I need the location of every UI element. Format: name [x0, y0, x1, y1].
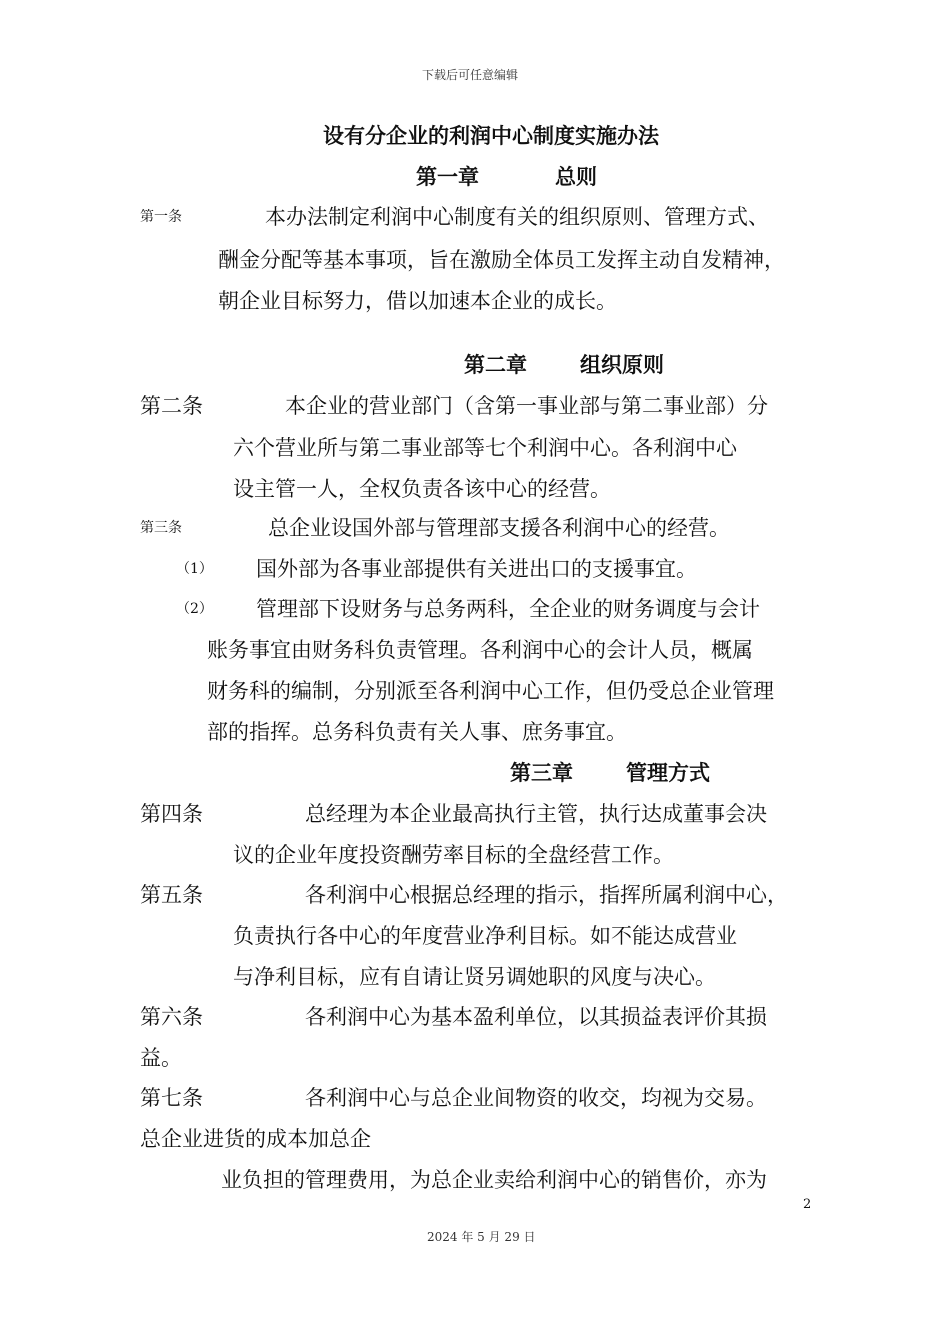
article-5-label: 第五条: [140, 883, 203, 907]
article-3-item-2-line-4: 部的指挥。总务科负责有关人事、庶务事宜。: [207, 720, 627, 744]
article-6-label: 第六条: [140, 1005, 203, 1029]
article-3-item-1-line-1: 国外部为各事业部提供有关进出口的支援事宜。: [256, 557, 697, 581]
article-2-line-2: 六个营业所与第二事业部等七个利润中心。各利润中心: [233, 436, 737, 460]
article-3-item-1-number: （1）: [176, 561, 213, 577]
article-6-line-1: 各利润中心为基本盈利单位，以其损益表评价其损: [305, 1005, 767, 1029]
document-title: 设有分企业的利润中心制度实施办法: [323, 124, 659, 148]
article-4-label: 第四条: [140, 802, 203, 826]
chapter-1-name: 总则: [555, 165, 597, 189]
article-5-line-3: 与净利目标，应有自请让贤另调她职的风度与决心。: [233, 965, 716, 989]
article-5-line-1: 各利润中心根据总经理的指示，指挥所属利润中心，: [305, 883, 788, 907]
article-7-line-1: 各利润中心与总企业间物资的收交，均视为交易。: [305, 1086, 767, 1110]
article-3-line: 总企业设国外部与管理部支援各利润中心的经营。: [268, 516, 730, 540]
article-6-line-2: 益。: [140, 1046, 182, 1070]
article-2-line-1: 本企业的营业部门（含第一事业部与第二事业部）分: [285, 394, 768, 418]
article-2-line-3: 设主管一人，全权负责各该中心的经营。: [233, 477, 611, 501]
article-7-line-2: 总企业进货的成本加总企: [140, 1127, 371, 1151]
article-3-item-2-line-1: 管理部下设财务与总务两科，全企业的财务调度与会计: [256, 597, 760, 621]
article-5-line-2: 负责执行各中心的年度营业净利目标。如不能达成营业: [233, 924, 737, 948]
article-3-label: 第三条: [140, 520, 182, 536]
chapter-2-name: 组织原则: [580, 353, 664, 377]
article-3-item-2-line-3: 财务科的编制，分别派至各利润中心工作，但仍受总企业管理: [207, 679, 774, 703]
article-2-label: 第二条: [140, 394, 203, 418]
article-1-label: 第一条: [140, 209, 182, 225]
footer-date: 2024 年 5 月 29 日: [427, 1230, 536, 1244]
article-3-item-2-number: （2）: [176, 601, 213, 617]
chapter-1-label: 第一章: [416, 165, 479, 189]
chapter-2-label: 第二章: [464, 353, 527, 377]
article-1-line-2: 酬金分配等基本事项，旨在激励全体员工发挥主动自发精神，: [218, 248, 785, 272]
article-4-line-1: 总经理为本企业最高执行主管，执行达成董事会决: [305, 802, 767, 826]
chapter-3-label: 第三章: [510, 761, 573, 785]
page-number: 2: [803, 1197, 812, 1212]
article-4-line-2: 议的企业年度投资酬劳率目标的全盘经营工作。: [233, 843, 674, 867]
article-7-label: 第七条: [140, 1086, 203, 1110]
chapter-3-name: 管理方式: [626, 761, 710, 785]
article-3-item-2-line-2: 账务事宜由财务科负责管理。各利润中心的会计人员，概属: [207, 638, 753, 662]
header-note: 下载后可任意编辑: [422, 68, 519, 82]
article-1-line-1: 本办法制定利润中心制度有关的组织原则、管理方式、: [265, 205, 769, 229]
article-1-line-3: 朝企业目标努力，借以加速本企业的成长。: [218, 289, 617, 313]
article-7-line-3: 业负担的管理费用，为总企业卖给利润中心的销售价，亦为: [221, 1168, 767, 1192]
